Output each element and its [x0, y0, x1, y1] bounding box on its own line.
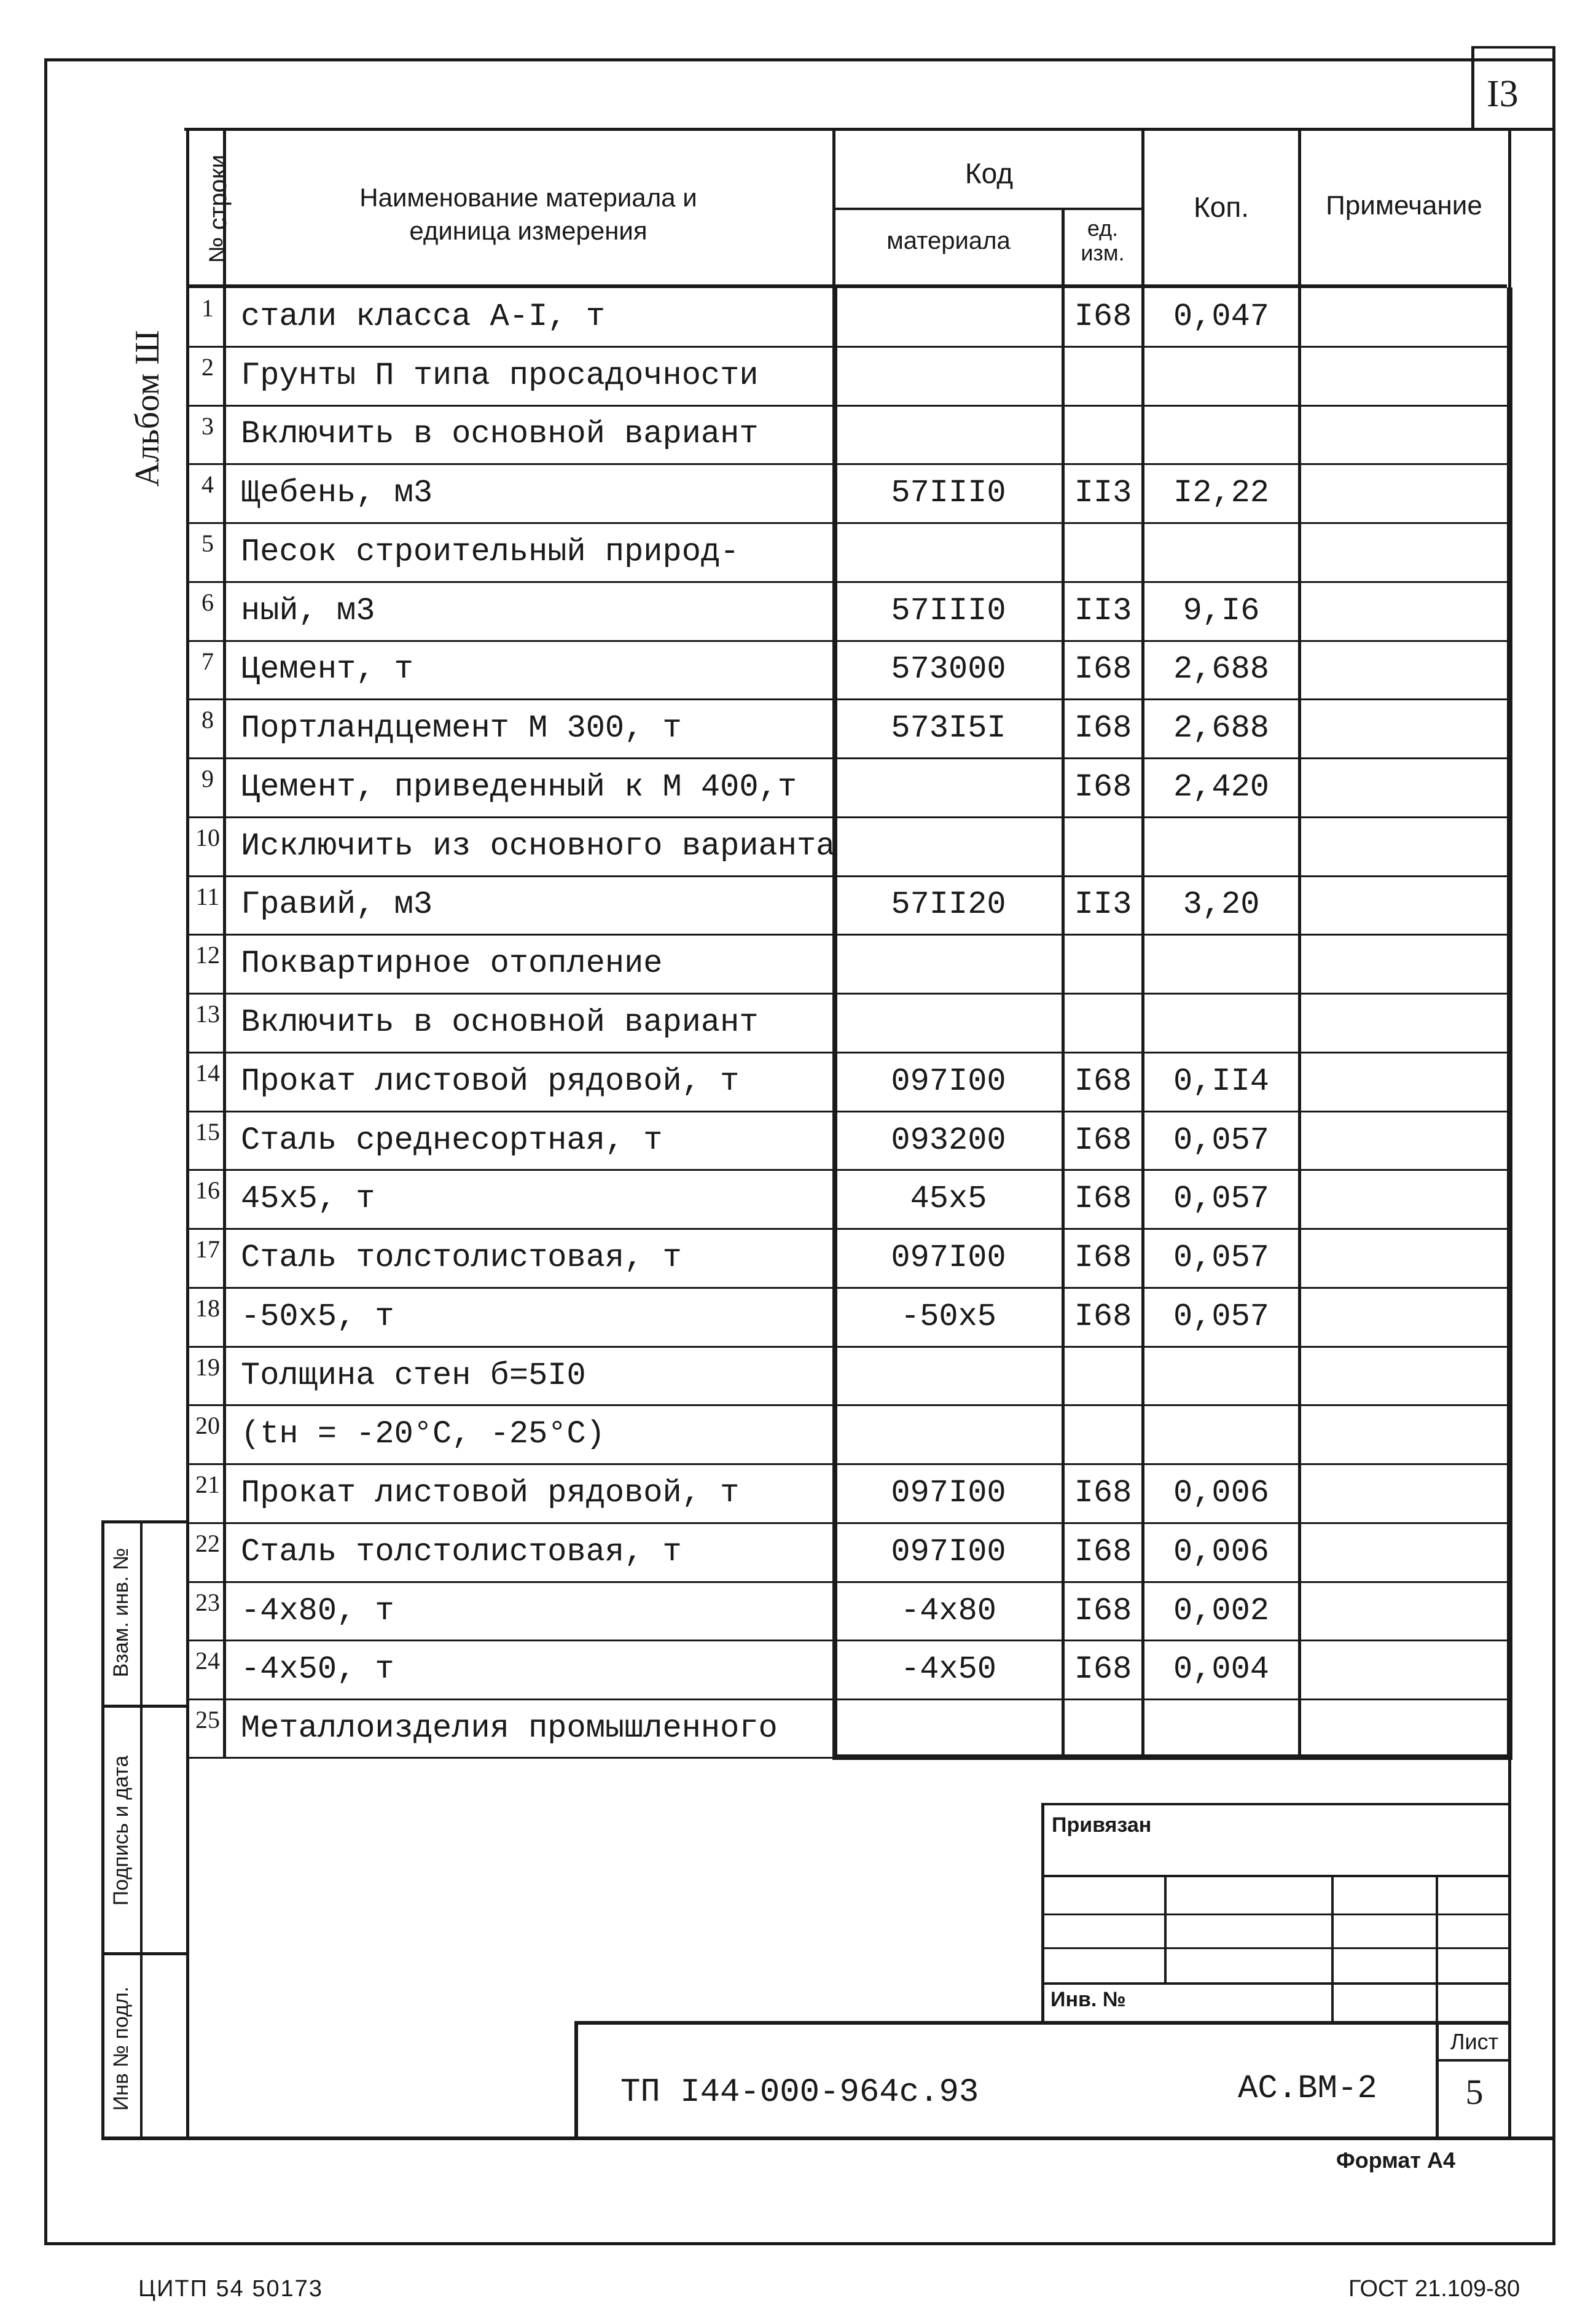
corner-box-left	[1471, 46, 1474, 129]
format-label: Формат А4	[1336, 2148, 1456, 2173]
outer-frame-left	[44, 58, 47, 2245]
header-name-line1: Наименование материала и	[359, 183, 697, 212]
row-quantity: 9,I6	[1183, 592, 1260, 629]
header-code-unit-1: ед.	[1087, 216, 1119, 241]
row-material-name: Прокат листовой рядовой, т	[241, 1475, 740, 1512]
row-number: 14	[195, 1058, 220, 1087]
row-material-code: 097I00	[891, 1240, 1006, 1276]
row-unit-code: II3	[1074, 592, 1132, 629]
row-material-code: 57III0	[891, 592, 1006, 629]
sheet-number: 5	[1465, 2072, 1484, 2112]
row-material-name: Сталь среднесортная, т	[241, 1122, 663, 1159]
row-number: 17	[195, 1235, 220, 1264]
row-divider	[186, 581, 1508, 583]
row-material-code: -4х50	[900, 1651, 997, 1688]
row-divider	[186, 875, 1508, 877]
row-material-name: Толщина стен б=5I0	[241, 1357, 586, 1394]
row-unit-code: I68	[1074, 768, 1132, 805]
row-divider	[186, 1404, 1508, 1406]
header-code-divider	[832, 208, 1144, 210]
row-number: 16	[195, 1176, 220, 1205]
row-divider	[186, 1169, 1508, 1171]
row-quantity: 2,688	[1173, 651, 1270, 688]
title-block-left	[574, 2021, 578, 2140]
row-material-code: -4х80	[900, 1592, 997, 1629]
row-material-name: Грунты П типа просадочности	[241, 357, 759, 394]
row-divider	[186, 1698, 1508, 1700]
header-name-line2: единица измерения	[409, 216, 647, 245]
privyazan-col3	[1436, 1875, 1438, 2022]
left-stamp-podpis: Подпись и дата	[109, 1755, 133, 1906]
row-number: 15	[195, 1117, 220, 1146]
row-number: 19	[195, 1353, 220, 1381]
inv-no-label: Инв. №	[1050, 1988, 1126, 2011]
doc-mark: АС.ВМ-2	[1238, 2070, 1377, 2108]
row-material-code: 097I00	[891, 1475, 1006, 1512]
row-material-code: 45х5	[910, 1181, 987, 1218]
row-unit-code: I68	[1074, 1651, 1132, 1688]
title-block-top	[574, 2021, 1511, 2025]
row-divider	[186, 1346, 1508, 1348]
row-material-name: Гравий, м3	[241, 886, 433, 923]
row-unit-code: I68	[1074, 1240, 1132, 1276]
sheet-label: Лист	[1450, 2029, 1499, 2054]
header-code: Код	[964, 157, 1014, 189]
row-unit-code: II3	[1074, 475, 1132, 512]
row-divider	[186, 1522, 1508, 1524]
row-divider	[186, 1463, 1508, 1465]
row-divider	[186, 1052, 1508, 1054]
left-stamp-inv: Инв № подл.	[109, 1986, 133, 2111]
row-quantity: 2,420	[1173, 768, 1270, 805]
row-unit-code: I68	[1074, 1475, 1132, 1512]
outer-frame-right	[1552, 46, 1555, 2245]
row-divider	[186, 640, 1508, 642]
row-number: 1	[201, 294, 214, 322]
privyazan-row1	[1044, 1875, 1511, 1877]
footer-left: ЦИТП 54 50173	[138, 2276, 323, 2302]
privyazan-top	[1041, 1803, 1511, 1805]
row-divider	[186, 1640, 1508, 1641]
row-divider	[186, 757, 1508, 759]
row-quantity: 2,688	[1173, 710, 1270, 747]
row-quantity: 0,006	[1173, 1533, 1270, 1570]
body-bottom-thick	[832, 1754, 1512, 1760]
row-number: 22	[195, 1529, 220, 1557]
row-number: 3	[201, 412, 214, 440]
row-divider	[186, 405, 1508, 407]
row-divider	[186, 698, 1508, 700]
privyazan-row3	[1044, 1947, 1511, 1949]
row-unit-code: I68	[1074, 710, 1132, 747]
header-qty: Коп.	[1193, 191, 1250, 223]
right-frame	[1508, 128, 1511, 2140]
body-bottom-thin	[186, 1757, 837, 1759]
row-material-name: Поквартирное отопление	[241, 945, 663, 982]
row-material-code: 573I5I	[891, 710, 1006, 747]
row-number: 4	[201, 471, 214, 499]
row-divider	[186, 1287, 1508, 1289]
row-number: 21	[195, 1471, 220, 1499]
row-quantity: 0,II4	[1173, 1063, 1270, 1100]
row-divider	[186, 1228, 1508, 1230]
row-material-name: Сталь толстолистовая, т	[241, 1533, 682, 1570]
row-number: 5	[201, 530, 214, 558]
row-unit-code: I68	[1074, 1298, 1132, 1335]
footer-right: ГОСТ 21.109-80	[1348, 2276, 1520, 2302]
row-material-name: Исключить из основного варианта	[241, 827, 835, 864]
row-material-name: ный, м3	[241, 592, 375, 629]
row-unit-code: I68	[1074, 1533, 1132, 1570]
privyazan-left	[1041, 1803, 1044, 2023]
row-material-name: Сталь толстолистовая, т	[241, 1240, 682, 1276]
row-divider	[186, 934, 1508, 936]
row-number: 7	[201, 647, 214, 675]
body-col-line-5	[1298, 287, 1301, 1758]
header-note: Примечание	[1326, 190, 1482, 221]
row-material-name: -4х50, т	[241, 1651, 394, 1688]
row-material-code: 093200	[891, 1122, 1006, 1159]
row-divider	[186, 1111, 1508, 1112]
corner-box-top	[1471, 46, 1555, 49]
left-stamp-top	[101, 1520, 189, 1523]
row-number: 10	[195, 823, 220, 851]
row-divider	[186, 1581, 1508, 1583]
inner-frame-top	[184, 128, 1555, 131]
row-number: 9	[201, 765, 214, 793]
row-material-code: 57II20	[891, 886, 1006, 923]
side-album-label: Альбом Ш	[128, 330, 166, 487]
row-material-name: Щебень, м3	[241, 475, 433, 512]
row-material-code: 57III0	[891, 475, 1006, 512]
row-quantity: 0,004	[1173, 1651, 1270, 1688]
left-stamp-div1	[101, 1705, 189, 1708]
row-material-name: Включить в основной вариант	[241, 416, 759, 453]
row-number: 18	[195, 1294, 220, 1322]
row-divider	[186, 816, 1508, 818]
row-unit-code: I68	[1074, 1122, 1132, 1159]
row-unit-code: I68	[1074, 1063, 1132, 1100]
row-quantity: 3,20	[1183, 886, 1260, 923]
row-material-name: -4х80, т	[241, 1592, 394, 1629]
privyazan-col1	[1164, 1875, 1167, 1982]
row-material-name: Прокат листовой рядовой, т	[241, 1063, 740, 1100]
row-quantity: 0,057	[1173, 1240, 1270, 1276]
doc-code: ТП I44-000-964с.93	[620, 2074, 979, 2111]
title-block-sheet-div	[1436, 2059, 1511, 2062]
row-material-code: 097I00	[891, 1533, 1006, 1570]
row-quantity: I2,22	[1173, 475, 1270, 512]
row-number: 23	[195, 1588, 220, 1616]
row-unit-code: I68	[1074, 651, 1132, 688]
row-material-name: Металлоизделия промышленного	[241, 1710, 778, 1747]
left-stamp-outer	[101, 1520, 104, 2140]
row-number: 8	[201, 706, 214, 734]
inner-frame-bottom	[101, 2136, 1555, 2140]
outer-frame-bottom	[44, 2242, 1555, 2245]
sheet-corner-number: I3	[1487, 73, 1519, 115]
row-material-name: Песок строительный природ-	[241, 533, 740, 570]
privyazan-label: Привязан	[1052, 1813, 1152, 1837]
header-code-material: материала	[886, 227, 1011, 254]
row-material-code: 573000	[891, 651, 1006, 688]
row-number: 13	[195, 1000, 220, 1028]
outer-frame-top	[44, 58, 1555, 61]
row-number: 25	[195, 1706, 220, 1734]
row-number: 24	[195, 1647, 220, 1675]
left-stamp-vzam: Взам. инв. №	[109, 1547, 133, 1678]
row-divider	[186, 522, 1508, 524]
title-block-sheet-sep	[1436, 2021, 1439, 2140]
left-stamp-div2	[101, 1952, 189, 1955]
row-quantity: 0,006	[1173, 1475, 1270, 1512]
row-quantity: 0,057	[1173, 1181, 1270, 1218]
row-quantity: 0,057	[1173, 1298, 1270, 1335]
row-number: 11	[195, 882, 220, 910]
row-number: 2	[201, 353, 214, 381]
row-material-code: -50х5	[900, 1298, 997, 1335]
row-quantity: 0,002	[1173, 1592, 1270, 1629]
privyazan-row2	[1044, 1914, 1511, 1915]
row-quantity: 0,047	[1173, 298, 1270, 335]
row-number: 20	[195, 1412, 220, 1440]
row-material-name: Включить в основной вариант	[241, 1004, 759, 1041]
row-divider	[186, 993, 1508, 995]
privyazan-col2	[1331, 1875, 1334, 2022]
header-code-unit-2: изм.	[1081, 240, 1125, 265]
row-quantity: 0,057	[1173, 1122, 1270, 1159]
row-material-name: 45х5, т	[241, 1181, 375, 1218]
header-bottom-line	[186, 284, 1507, 288]
privyazan-row4	[1044, 1982, 1511, 1985]
row-divider	[186, 346, 1508, 348]
header-row-no: № строки	[205, 154, 232, 264]
row-unit-code: I68	[1074, 298, 1132, 335]
row-number: 12	[195, 941, 220, 969]
row-material-name: -50х5, т	[241, 1298, 394, 1335]
row-unit-code: II3	[1074, 886, 1132, 923]
row-material-name: стали класса А-I, т	[241, 298, 605, 335]
row-material-name: Цемент, приведенный к М 400,т	[241, 768, 797, 805]
row-unit-code: I68	[1074, 1181, 1132, 1218]
row-unit-code: I68	[1074, 1592, 1132, 1629]
row-number: 6	[201, 588, 214, 616]
row-material-name: Цемент, т	[241, 651, 413, 688]
row-material-name: Портландцемент М 300, т	[241, 710, 682, 747]
row-material-name: (tн = -20°С, -25°С)	[241, 1416, 605, 1453]
left-stamp-inner	[140, 1520, 143, 2140]
row-material-code: 097I00	[891, 1063, 1006, 1100]
row-divider	[186, 463, 1508, 465]
